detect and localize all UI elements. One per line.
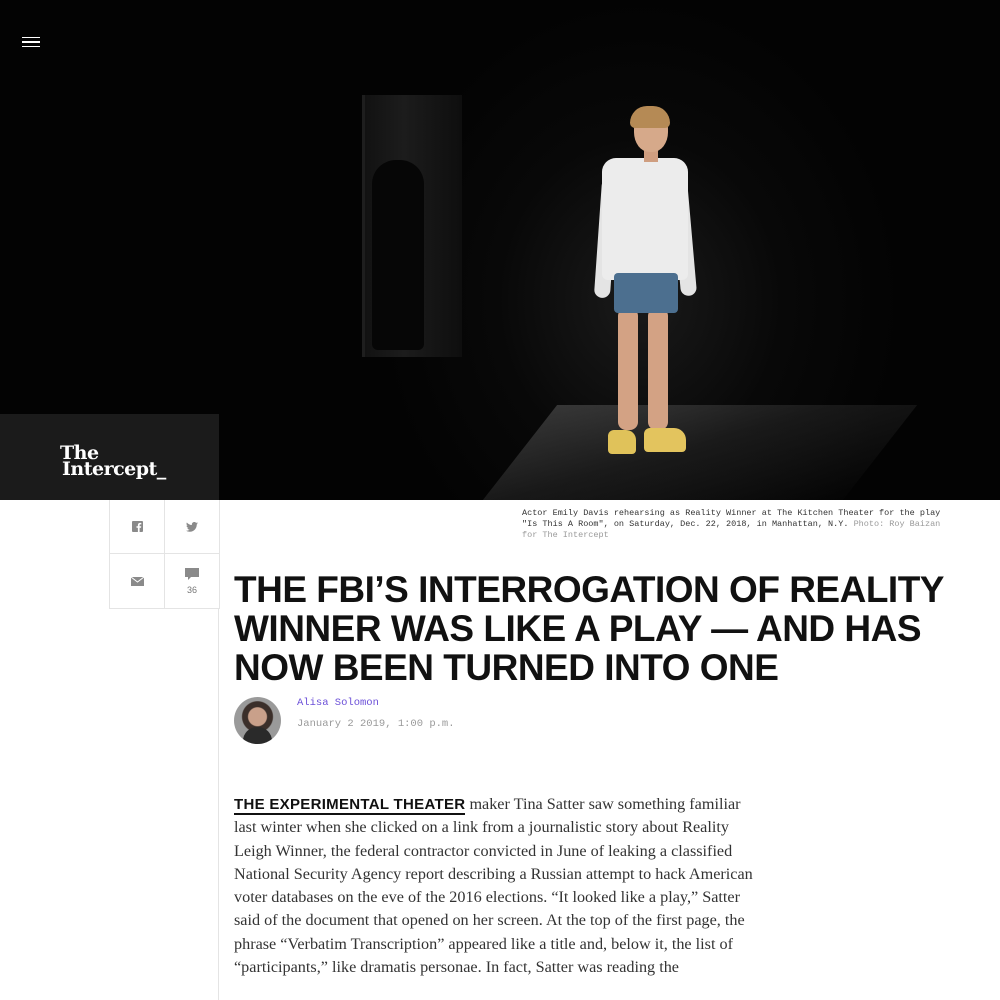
comments-button[interactable] [165,554,220,609]
caption-text: Actor Emily Davis rehearsing as Reality Winner at The Kitchen Theater for the play "Is This A Room", on Saturday, Dec. 22, 2018, in Manhattan, N.Y. [522,508,941,529]
twitter-share-button[interactable] [165,500,220,554]
publish-date: January 2 2019, 1:00 p.m. [297,718,455,730]
article-headline: THE FBI’S INTERROGATION OF REALITY WINNER WAS LIKE A PLAY — AND HAS NOW BEEN TURNED INTO ONE [234,569,944,688]
facebook-icon [132,521,143,532]
article-kicker: THE EXPERIMENTAL THEATER [234,796,466,813]
rail-divider [218,609,219,1000]
site-logo[interactable] [0,414,219,500]
email-share-button[interactable] [110,554,165,609]
article-body [234,793,758,979]
twitter-icon [186,522,198,532]
body-paragraph: maker Tina Satter saw something familiar last winter when she clicked on a link from a journalistic story about Reality Leigh Winner, the federal contractor convicted in June of leaking a classified National Security Agency report describing a Russian attempt to hack American voter databases on the eve of the 2016 elections. “It looked like a play,” Satter said of the document that opened on her screen. At the top of the first page, the phrase “Verbatim Transcription” appeared like a title and, below it, the list of “participants,” like dramatis personae. In fact, Satter was reading the [234,795,753,977]
logo-line-2[interactable]: Intercept_ [62,458,166,480]
author-avatar[interactable] [234,697,281,744]
author-link[interactable]: Alisa Solomon [297,697,379,709]
photo-credit: Photo: Roy Baizan for The Intercept [522,519,941,540]
comment-count: 36 [186,584,197,595]
facebook-share-button[interactable] [110,500,165,554]
floor-light [483,405,917,500]
comment-icon [185,568,199,581]
share-panel [109,500,219,609]
mail-icon [131,577,144,586]
actor-figure [596,108,696,463]
logo-line-1[interactable]: The [60,442,99,464]
menu-icon[interactable] [18,32,44,52]
shadow-figure [372,160,424,350]
photo-caption [522,508,942,541]
